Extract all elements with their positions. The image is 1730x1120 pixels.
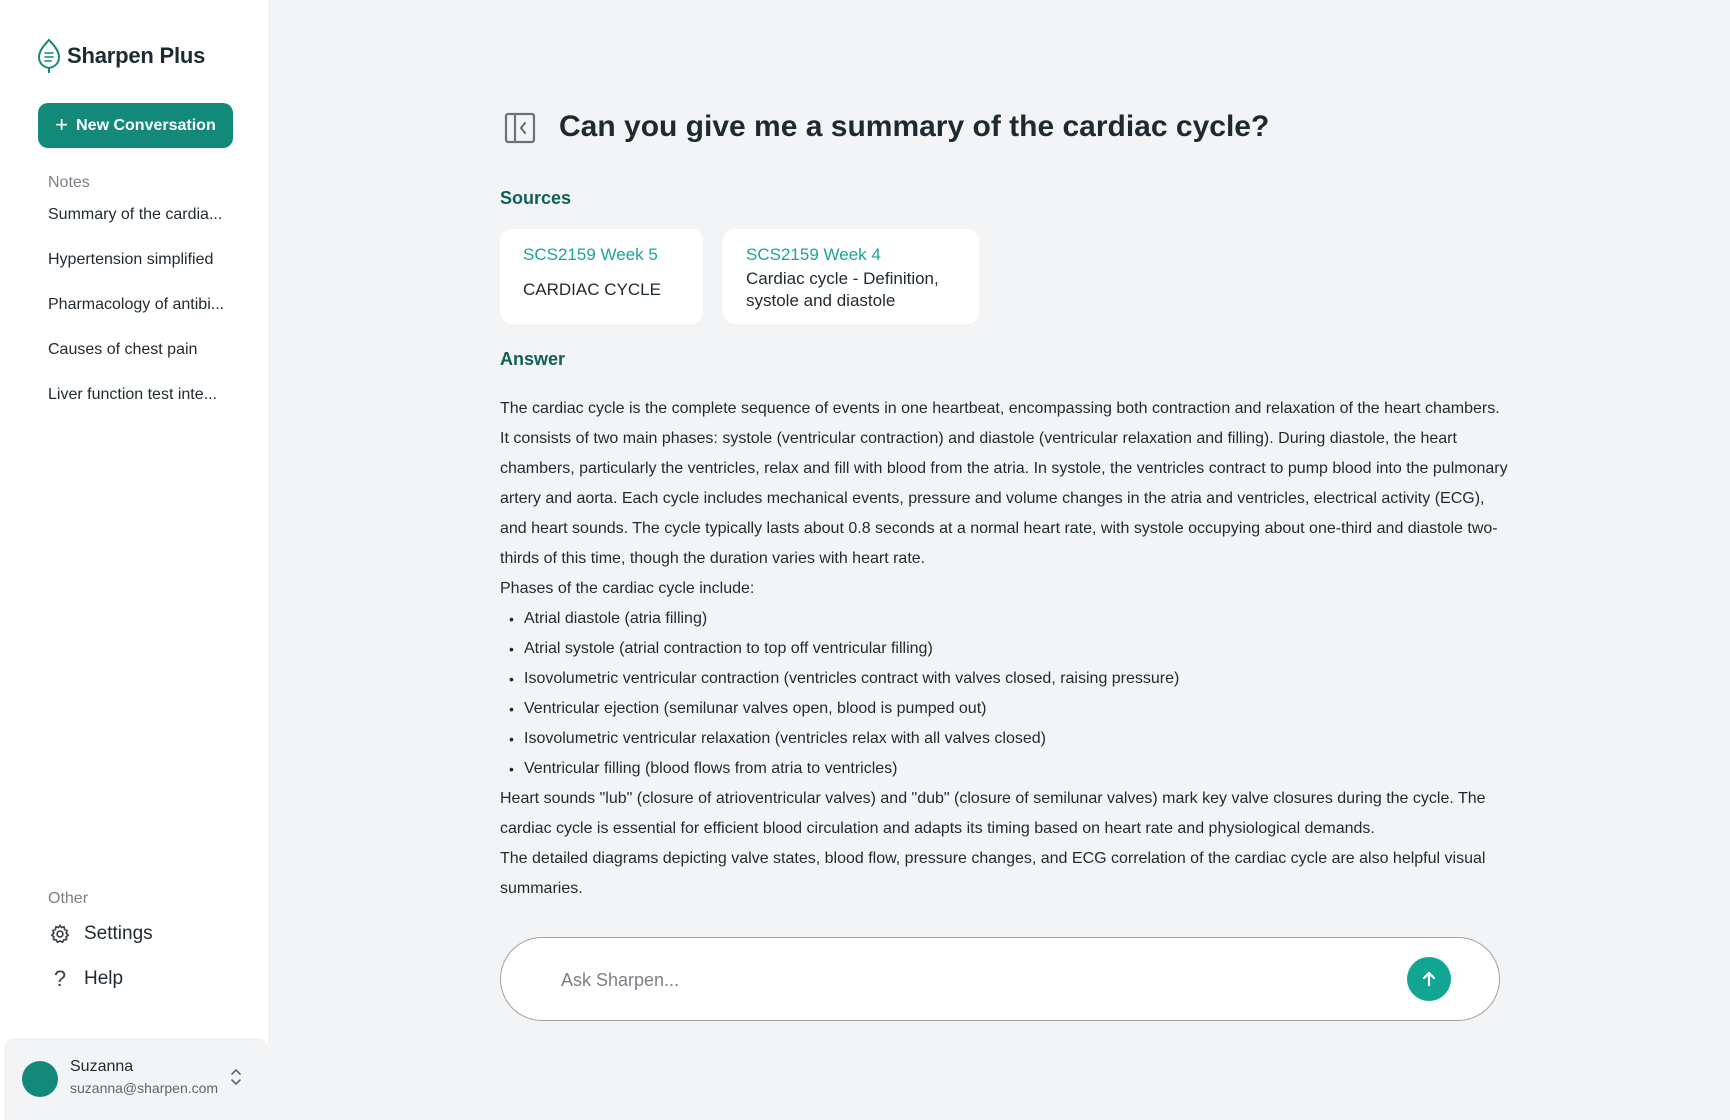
settings-label: Settings	[84, 923, 153, 944]
list-item: • Atrial systole (atrial contraction to top off ventricular filling)	[500, 634, 1510, 664]
answer-phases-intro: Phases of the cardiac cycle include:	[500, 580, 755, 597]
list-item: • Atrial diastole (atria filling)	[500, 604, 1510, 634]
note-item[interactable]: Pharmacology of antibi...	[48, 296, 225, 313]
sources-heading: Sources	[500, 188, 572, 208]
source-card[interactable]	[723, 229, 979, 324]
answer-heading: Answer	[500, 349, 566, 369]
brand[interactable]	[37, 38, 205, 74]
user-card[interactable]	[4, 1038, 268, 1120]
help-link[interactable]	[48, 967, 123, 991]
page-title: Can you give me a summary of the cardiac cycle?	[559, 110, 1270, 143]
note-item[interactable]: Summary of the cardia...	[48, 206, 223, 223]
plus-icon: +	[55, 111, 69, 137]
question-icon: ?	[53, 966, 67, 991]
brand-name: Sharpen Plus	[67, 43, 206, 68]
sidebar	[0, 0, 268, 1120]
answer-closing: The detailed diagrams depicting valve states, blood flow, pressure changes, and ECG correlation of the cardiac cycle are also helpful visual summaries.	[500, 850, 1486, 897]
source-title: Cardiac cycle - Definition, systole and diastole	[746, 269, 939, 310]
other-section-label: Other	[48, 890, 89, 907]
user-name: Suzanna	[70, 1058, 134, 1075]
ask-box	[500, 937, 1500, 1021]
note-item[interactable]: Hypertension simplified	[48, 251, 214, 268]
list-item: • Isovolumetric ventricular contraction (ventricles contract with valves closed, raising pressure)	[500, 664, 1510, 694]
main-panel	[268, 0, 1730, 1120]
logo-icon	[37, 38, 61, 74]
send-button[interactable]	[1407, 957, 1451, 1001]
ask-input[interactable]	[561, 960, 1381, 1000]
user-email: suzanna@sharpen.com	[70, 1080, 219, 1096]
list-item: • Isovolumetric ventricular relaxation (ventricles relax with all valves closed)	[500, 724, 1510, 754]
arrow-up-icon	[1419, 969, 1439, 989]
note-item[interactable]: Liver function test inte...	[48, 386, 217, 403]
new-conversation-button[interactable]	[38, 103, 233, 148]
phases-list	[500, 604, 1510, 784]
help-label: Help	[84, 968, 124, 989]
answer-intro: The cardiac cycle is the complete sequence of events in one heartbeat, encompassing both contraction and relaxation of the heart chambers. It consists of two main phases: systole (ventricular contraction) and diastole (ventricular relaxation and filling). During diastole, the heart chambers, particularly the ventricles, relax and fill with blood from the atria. In systole, the ventricles contract to pump blood into the pulmonary artery and aorta. Each cycle includes mechanical events, pressure and volume changes in the atria and ventricles, electrical activity (ECG), and heart sounds. The cycle typically lasts about 0.8 seconds at a normal heart rate, with systole occupying about one-third and diastole two-thirds of this time, though the duration varies with heart rate.	[500, 400, 1508, 567]
note-item[interactable]: Causes of chest pain	[48, 341, 198, 358]
new-conversation-label: New Conversation	[76, 116, 216, 134]
list-item: • Ventricular ejection (semilunar valves open, blood is pumped out)	[500, 694, 1510, 724]
notes-list	[48, 206, 248, 431]
source-course: SCS2159 Week 5	[523, 245, 658, 264]
settings-link[interactable]	[48, 922, 153, 946]
source-title: CARDIAC CYCLE	[523, 280, 661, 299]
source-card[interactable]	[500, 229, 703, 324]
source-course: SCS2159 Week 4	[746, 245, 881, 264]
answer-heart-sounds: Heart sounds "lub" (closure of atrioventricular valves) and "dub" (closure of semilunar valves) mark key valve closures during the cycle. The cardiac cycle is essential for efficient blood circulation and adapts its timing based on heart rate and physiological demands.	[500, 790, 1486, 837]
chevron-updown-icon[interactable]	[230, 1066, 242, 1089]
notes-section-label: Notes	[48, 174, 90, 191]
gear-icon	[48, 922, 72, 946]
panel-toggle-icon[interactable]	[504, 112, 536, 144]
avatar	[22, 1061, 58, 1097]
answer-body	[500, 394, 1510, 904]
list-item: • Ventricular filling (blood flows from atria to ventricles)	[500, 754, 1510, 784]
